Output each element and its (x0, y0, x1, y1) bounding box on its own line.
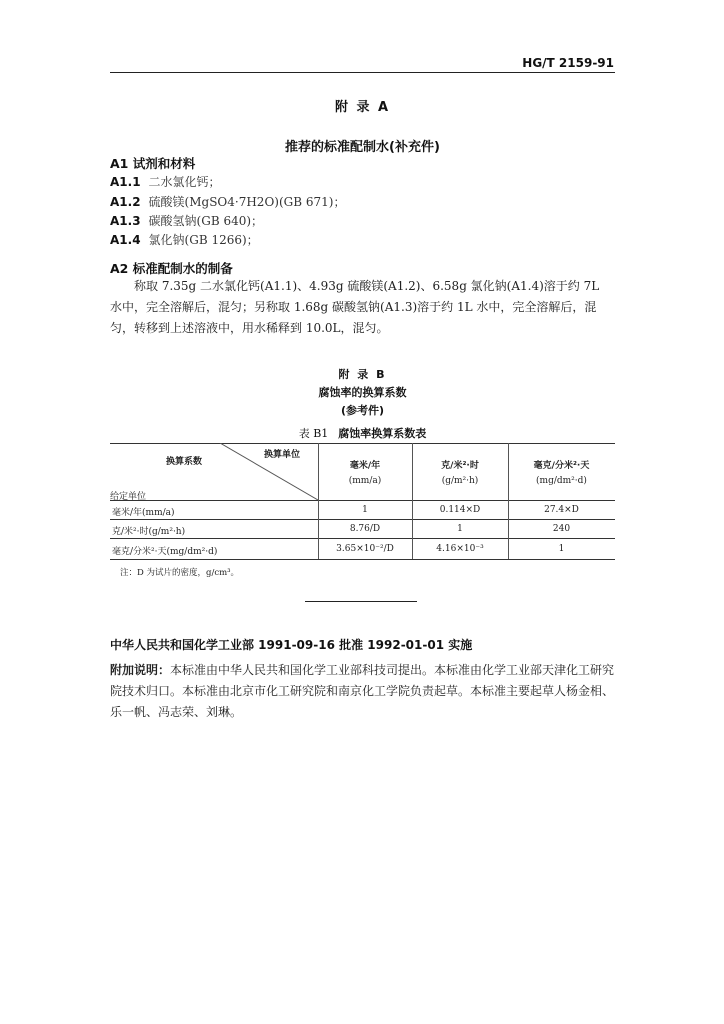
table-cell: 3.65×10⁻²/D (336, 544, 394, 554)
appendix-b-title: 附 录 B (338, 368, 387, 381)
item-text: 碳酸氢钠(GB 640)； (148, 214, 264, 228)
paragraph-line: 水中，完全溶解后，混匀；另称取 1.68g 碳酸氢钠(A1.3)溶于约 1L 水中，完全溶解后，混 (110, 300, 597, 314)
row-label: 毫米/年(mm/a) (112, 508, 175, 518)
list-item (110, 231, 259, 248)
column-header (508, 458, 615, 486)
table-cell: 1 (362, 505, 368, 515)
table-rule (110, 538, 615, 539)
column-header (412, 458, 508, 486)
table-rule (110, 519, 615, 520)
table-cell: 1 (457, 524, 463, 534)
list-item (110, 212, 263, 229)
corner-left-label: 换算系数 (166, 457, 203, 467)
corner-top-label: 换算单位 (264, 450, 301, 460)
table-caption (110, 425, 615, 441)
table-cell: 4.16×10⁻³ (436, 544, 484, 554)
column-label: 克/米²·时 (441, 461, 479, 471)
approval-line: 中华人民共和国化学工业部 1991-09-16 批准 1992-01-01 实施 (110, 638, 473, 652)
standard-code: HG/T 2159-91 (522, 56, 614, 70)
paragraph-line: 称取 7.35g 二水氯化钙(A1.1)、4.93g 硫酸镁(A1.2)、6.58g 氯化钠(A1.4)溶于约 7L (134, 279, 600, 293)
column-unit: (g/m²·h) (441, 476, 479, 486)
item-number: A1.4 (110, 233, 141, 247)
table-cell: 27.4×D (544, 505, 579, 515)
list-item (110, 173, 221, 190)
item-text: 氯化钠(GB 1266)； (148, 233, 259, 247)
table-cell: 0.114×D (439, 505, 481, 515)
column-header (318, 458, 412, 486)
end-rule (305, 601, 417, 602)
preparation-paragraph (110, 276, 615, 339)
column-label: 毫克/分米²·天 (533, 461, 590, 471)
table-cell: 8.76/D (349, 524, 381, 534)
appendix-b-note: (参考件) (340, 404, 385, 417)
appendix-a-subtitle: 推荐的标准配制水(补充件) (285, 140, 440, 155)
additional-label: 附加说明： (110, 663, 171, 677)
appendix-b-subtitle: 腐蚀率的换算系数 (318, 386, 407, 399)
column-unit: (mm/a) (348, 476, 382, 486)
table-footnote: 注：D 为试片的密度，g/cm³。 (120, 568, 240, 578)
item-number: A1.3 (110, 214, 141, 228)
list-item (110, 193, 345, 210)
row-label: 克/米²·时(g/m²·h) (112, 527, 186, 537)
item-text: 硫酸镁(MgSO4·7H2O)(GB 671)； (148, 195, 346, 209)
table-rule (110, 559, 615, 560)
appendix-a-title: 附 录 A (334, 100, 391, 115)
table-rule (110, 500, 615, 501)
section-a2-heading: A2 标准配制水的制备 (110, 261, 233, 276)
table-cell: 240 (552, 524, 571, 534)
additional-text: 本标准由中华人民共和国化学工业部科技司提出。本标准由化学工业部天津化工研究院技术归口。本标准由北京市化工研究院和南京化工学院负责起草。本标准主要起草人杨金相、乐一帆、冯志荣、刘琳。 (110, 663, 615, 719)
additional-notes (110, 660, 615, 723)
column-unit: (mg/dm²·d) (536, 476, 587, 486)
header-rule (110, 72, 615, 73)
table-cell: 1 (558, 544, 565, 554)
paragraph-line: 匀，转移到上述溶液中，用水稀释到 10.0L，混匀。 (110, 321, 389, 335)
section-a1-heading: A1 试剂和材料 (110, 156, 196, 171)
conversion-table (110, 443, 615, 561)
item-number: A1.2 (110, 195, 141, 209)
corner-bottom-label: 给定单位 (110, 492, 147, 502)
table-title: 腐蚀率换算系数表 (338, 427, 427, 440)
item-number: A1.1 (110, 175, 141, 189)
column-label: 毫米/年 (349, 461, 381, 471)
item-text: 二水氯化钙； (148, 175, 221, 189)
row-label: 毫克/分米²·天(mg/dm²·d) (112, 547, 218, 557)
table-code: 表 B1 (298, 427, 329, 440)
